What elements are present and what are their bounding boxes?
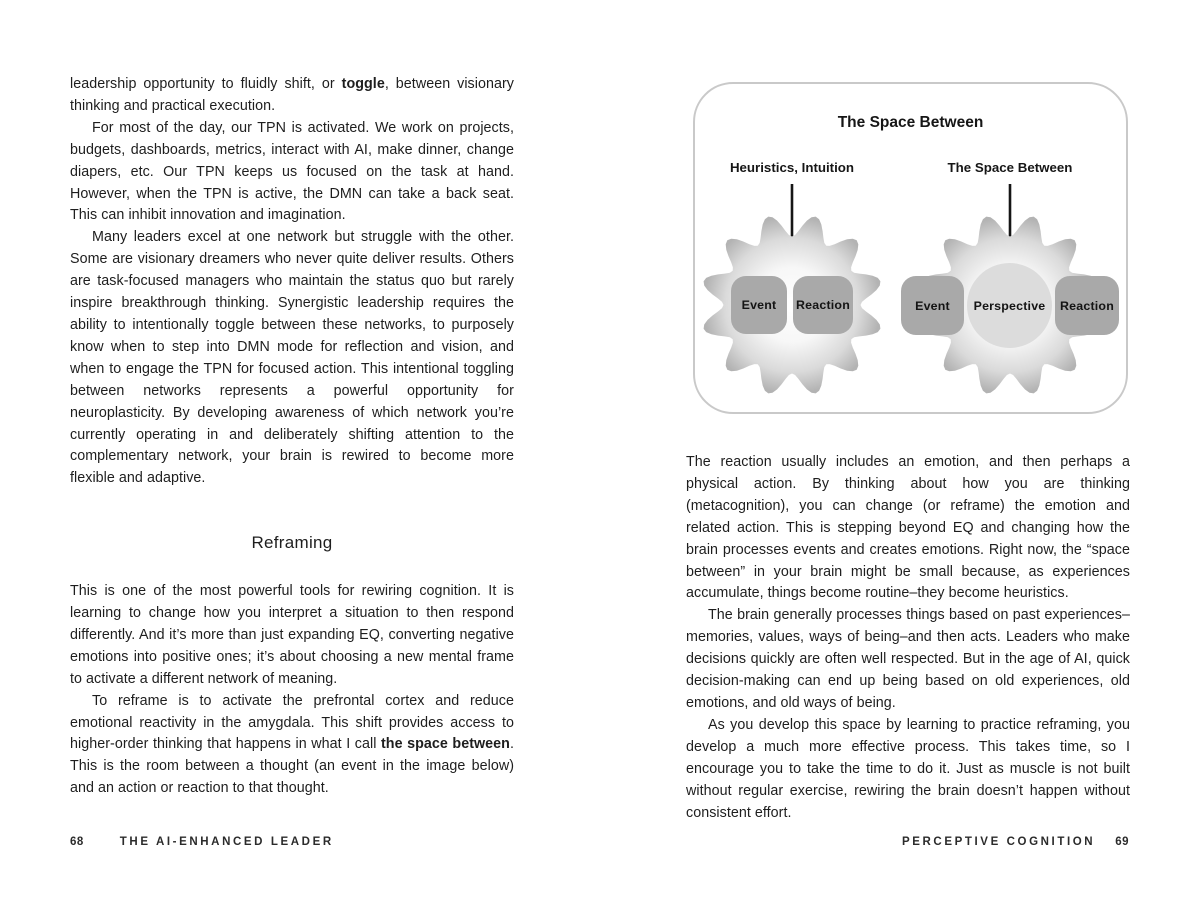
paragraph: The reaction usually includes an emotion, and then perhaps a physical action. By thinking about how you are thinking (metacognition), you can change (or reframe) the emotion and related action. This is stepping beyond EQ and changing how the brain processes events and creates emotions. Right now, the “space between” in your brain might be small because, as experiences accumulate, things become routine–they become heuristics. [686, 454, 1130, 602]
running-title: PERCEPTIVE COGNITION [901, 836, 1096, 848]
section-heading-reframing: Reframing [251, 533, 333, 553]
running-title: THE AI-ENHANCED LEADER [119, 836, 334, 848]
space-between-diagram-card [693, 82, 1128, 414]
left-page-text-column [70, 74, 514, 800]
diagram-label-heuristics-intuition: Heuristics, Intuition [729, 160, 855, 175]
paragraph: The brain generally processes things based on past experiences–memories, values, ways of being–and then acts. Leaders who make decisions quickly are often well respected. But in the age of AI, quick decision-making can end up being based on old experiences, old emotions, and old ways of being. [686, 607, 1130, 711]
paragraph [70, 691, 514, 801]
paragraph: Many leaders excel at one network but struggle with the other. Some are visionary dreamers who never quite deliver results. Others are task-focused managers who maintain the status quo but rarely inspire breakthrough thinking. Synergistic leadership requires the ability to intentionally toggle between these networks, to purposely know when to step into DMN mode for reflection and vision, and when to engage the TPN for focused action. This intentional toggling between networks represents a powerful opportunity for neuroplasticity. By developing awareness of which network you’re currently operating in and deliberately shifting attention to the complementary network, your brain is rewired to become more flexible and adaptive. [70, 229, 514, 487]
paragraph-text: To reframe is to activate the prefrontal cortex and reduce emotional reactivity in the amygdala. This shift provides access to higher-order thinking that happens in what I call [70, 692, 514, 753]
right-page-footer [902, 836, 1129, 848]
diagram-node-perspective: Perspective [967, 263, 1052, 348]
bold-term-toggle: toggle [341, 76, 385, 92]
paragraph: As you develop this space by learning to practice reframing, you develop a much more effective process. This takes time, so I encourage you to take the time to do it. Just as muscle is not built without regular exercise, rewiring the brain doesn’t happen without consistent effort. [686, 716, 1130, 821]
paragraph: For most of the day, our TPN is activated. We work on projects, budgets, dashboards, metrics, interact with AI, make dinner, change diapers, etc. Our TPN keeps us focused on the task at hand. However, when the TPN is active, the DMN can take a back seat. This can inhibit innovation and imagination. [70, 119, 514, 224]
left-page-footer [70, 836, 334, 848]
diagram-node-reaction: Reaction [1055, 276, 1119, 335]
paragraph-text: , between visionary thinking and practical execution. [70, 76, 514, 114]
diagram-node-event: Event [731, 276, 787, 334]
paragraph [70, 74, 514, 118]
starburst-shape [699, 212, 885, 398]
page-number: 69 [1115, 836, 1129, 848]
diagram-title: The Space Between [837, 114, 984, 131]
right-page-text-column [686, 452, 1130, 824]
bold-term-space-between: the space between [380, 736, 510, 753]
diagram-node-event: Event [901, 276, 964, 335]
paragraph-text: . This is the room between a thought (an event in the image below) and an action or reaction to that thought. [70, 736, 514, 797]
paragraph: This is one of the most powerful tools for rewiring cognition. It is learning to change how you interpret a situation to then respond differently. And it’s more than just expanding EQ, converting negative emotions into positive ones; it’s about choosing a new mental frame to activate a different network of meaning. [70, 583, 514, 687]
diagram-node-reaction: Reaction [793, 276, 853, 334]
paragraph-text: leadership opportunity to fluidly shift, or [70, 76, 342, 92]
page-number: 68 [70, 836, 84, 848]
diagram-label-space-between: The Space Between [947, 160, 1073, 175]
